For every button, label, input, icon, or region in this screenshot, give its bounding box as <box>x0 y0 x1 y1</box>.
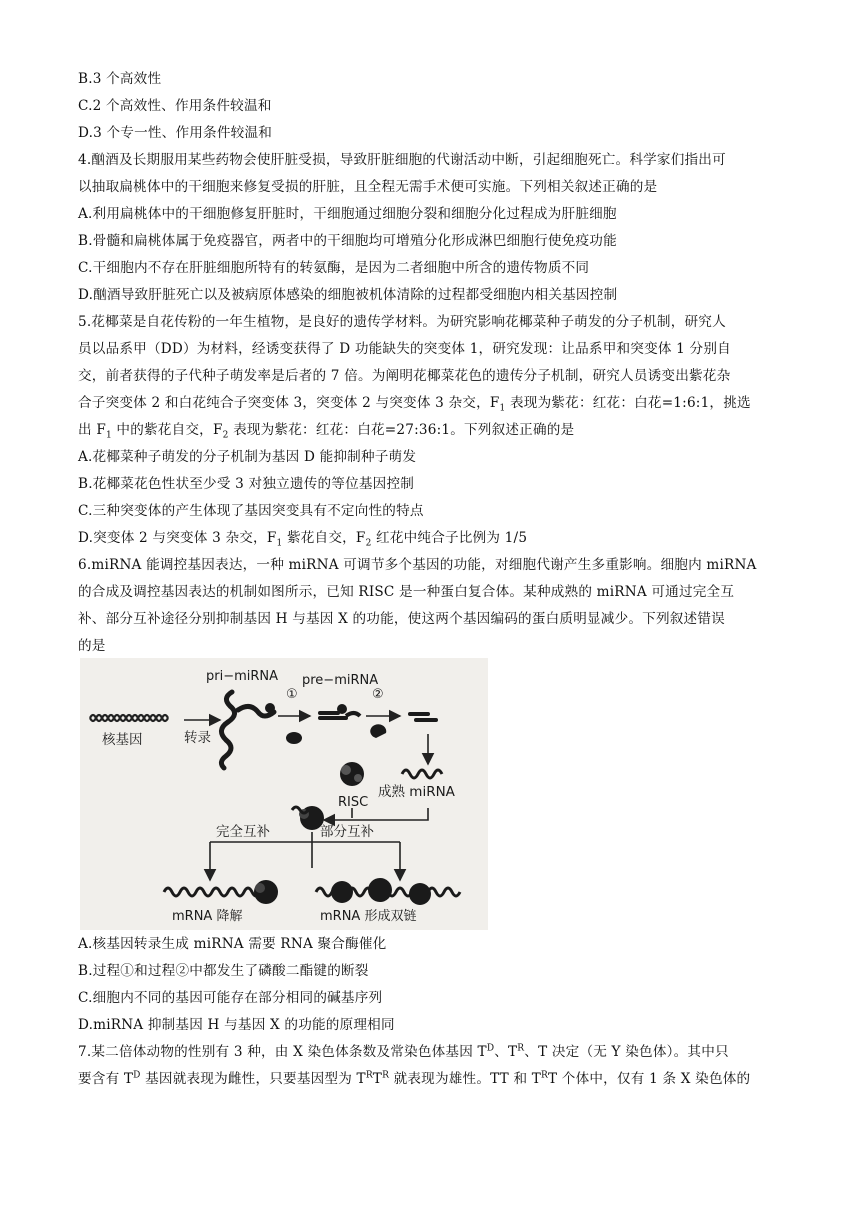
enzyme-1-icon <box>286 732 302 744</box>
option-5c: C.三种突变体的产生体现了基因突变具有不定向性的特点 <box>78 503 424 519</box>
option-6b: B.过程①和过程②中都发生了磷酸二酯键的断裂 <box>78 963 369 979</box>
option-4d: D.酗酒导致肝脏死亡以及被病原体感染的细胞被机体清除的过程都受细胞内相关基因控制 <box>78 287 618 303</box>
mrna-double-strand-label: mRNA 形成双链 <box>320 909 417 924</box>
option-4b: B.骨髓和扁桃体属于免疫器官，两者中的干细胞均可增殖分化形成淋巴细胞行使免疫功能 <box>78 233 617 249</box>
nuclear-gene-helix <box>90 715 168 721</box>
mature-mirna-strand <box>402 770 442 778</box>
full-complement-label: 完全互补 <box>216 824 270 840</box>
question-6-stem-line-3: 补、部分互补途径分别抑制基因 H 与基因 X 的功能，使这两个基因编码的蛋白质明显减少。下列叙述错误 <box>78 611 725 627</box>
option-5b: B.花椰菜花色性状至少受 3 对独立遗传的等位基因控制 <box>78 476 415 492</box>
risc-label: RISC <box>338 795 369 810</box>
degrade-complex <box>254 880 278 904</box>
degraded-mrna-strand <box>164 888 260 896</box>
pre-mirna-loop <box>337 704 347 714</box>
option-3b: B.3 个高效性 <box>78 71 162 87</box>
pri-mirna-loop <box>265 703 275 713</box>
option-3c: C.2 个高效性、作用条件较温和 <box>78 98 272 114</box>
risc-complex <box>340 762 364 786</box>
step-2-label: ② <box>372 687 384 702</box>
question-5-stem-line-4: 合子突变体 2 和白花纯合子突变体 3，突变体 2 与突变体 3 杂交，$F_1$ 表现为紫花：红花：白花=1:6:1，挑选 <box>78 395 751 414</box>
question-7-stem-line-1: 7.某二倍体动物的性别有 3 种，由 X 染色体条数及常染色体基因 $T^D$、$T^R$、T 决定（无 Y 染色体）。其中只 <box>78 1043 729 1060</box>
nuclear-gene-label: 核基因 <box>102 732 143 748</box>
question-6-stem-line-1: 6.miRNA 能调控基因表达，一种 miRNA 可调节多个基因的功能，对细胞代谢产生多重影响。细胞内 miRNA <box>78 557 757 573</box>
step-1-label: ① <box>286 687 298 702</box>
mature-mirna-label: 成熟 miRNA <box>378 784 455 800</box>
double-strand-complexes <box>331 878 431 905</box>
option-5d: D.突变体 2 与突变体 3 杂交，$F_1$ 紫花自交，$F_2$ 红花中纯合子比例为 1/5 <box>78 530 528 549</box>
option-4c: C.干细胞内不存在肝脏细胞所特有的转氨酶，是因为二者细胞中所含的遗传物质不同 <box>78 260 590 276</box>
mrna-degradation-label: mRNA 降解 <box>172 909 243 924</box>
question-7-stem-line-2: 要含有 $T^D$ 基因就表现为雌性，只要基因型为 $T^RT^R$ 就表现为雄性。TT 和 $T^RT$ 个体中，仅有 1 条 X 染色体的 <box>78 1070 751 1087</box>
partial-complement-label: 部分互补 <box>320 824 374 840</box>
question-5-stem-line-5: 出 $F_1$ 中的紫花自交，$F_2$ 表现为紫花：红花：白花=27:36:1。下列叙述正确的是 <box>78 422 575 441</box>
question-4-stem-line-2: 以抽取扁桃体中的干细胞来修复受损的肝脏，且全程无需手术便可实施。下列相关叙述正确的是 <box>78 179 658 195</box>
question-4-stem-line-1: 4.酗酒及长期服用某些药物会使肝脏受损，导致肝脏细胞的代谢活动中断，引起细胞死亡。科学家们指出可 <box>78 152 726 168</box>
question-5-stem-line-3: 交，前者获得的子代种子萌发率是后者的 7 倍。为阐明花椰菜花色的遗传分子机制，研究人员诱变出紫花杂 <box>78 368 731 384</box>
pri-mirna-label: pri−miRNA <box>206 669 279 684</box>
option-5a: A.花椰菜种子萌发的分子机制为基因 D 能抑制种子萌发 <box>78 449 417 465</box>
transcription-label: 转录 <box>184 730 211 746</box>
mirna-duplex <box>410 714 436 720</box>
option-6c: C.细胞内不同的基因可能存在部分相同的碱基序列 <box>78 990 383 1006</box>
question-6-stem-line-2: 的合成及调控基因表达的机制如图所示，已知 RISC 是一种蛋白复合体。某种成熟的 miRNA 可通过完全互 <box>78 584 735 600</box>
option-4a: A.利用扁桃体中的干细胞修复肝脏时，干细胞通过细胞分裂和细胞分化过程成为肝脏细胞 <box>78 206 617 222</box>
pre-mirna-tail <box>346 713 360 716</box>
question-5-stem-line-2: 员以品系甲（DD）为材料，经诱变获得了 D 功能缺失的突变体 1，研究发现：让品系甲和突变体 1 分别自 <box>78 341 731 357</box>
pri-mirna-shape <box>221 692 274 768</box>
question-5-stem-line-1: 5.花椰菜是自花传粉的一年生植物，是良好的遗传学材料。为研究影响花椰菜种子萌发的分子机制，研究人 <box>78 314 726 330</box>
mirna-diagram <box>80 658 488 930</box>
option-6a: A.核基因转录生成 miRNA 需要 RNA 聚合酶催化 <box>78 936 387 952</box>
option-6d: D.miRNA 抑制基因 H 与基因 X 的功能的原理相同 <box>78 1017 395 1033</box>
pre-mirna-label: pre−miRNA <box>302 673 379 688</box>
question-6-stem-line-4: 的是 <box>78 638 106 654</box>
option-3d: D.3 个专一性、作用条件较温和 <box>78 125 273 141</box>
mirna-mechanism-figure <box>80 658 488 930</box>
enzyme-2-icon <box>370 724 386 738</box>
